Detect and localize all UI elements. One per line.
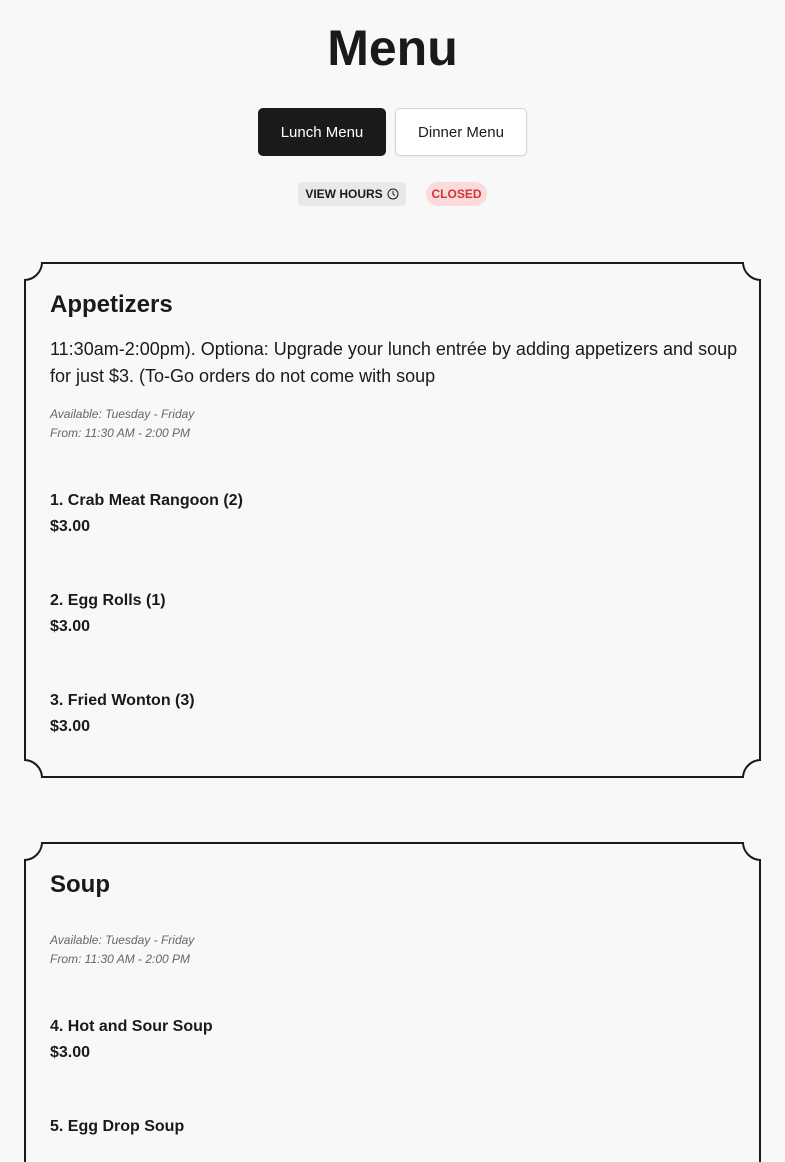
menu-item[interactable] [50, 1114, 184, 1140]
menu-item-price: $3.00 [50, 518, 91, 535]
availability-days: Available: Tuesday - Friday [50, 933, 195, 947]
section-title: Soup [50, 871, 110, 898]
menu-item-name: 5. Egg Drop Soup [50, 1118, 185, 1135]
tab-lunch-menu[interactable]: Lunch Menu [258, 108, 386, 156]
status-badge: CLOSED [426, 182, 487, 206]
menu-item-name: 4. Hot and Sour Soup [50, 1018, 213, 1035]
page-title: Menu [327, 20, 458, 76]
menu-item-price: $3.00 [50, 1044, 91, 1061]
clock-icon [387, 188, 399, 200]
menu-item-name: 1. Crab Meat Rangoon (2) [50, 492, 243, 509]
menu-item-name: 2. Egg Rolls (1) [50, 592, 166, 609]
menu-item-price: $3.00 [50, 618, 91, 635]
menu-tabs [0, 108, 785, 156]
menu-item[interactable] [50, 488, 243, 540]
availability-time: From: 11:30 AM - 2:00 PM [50, 426, 191, 440]
menu-item-price: $3.00 [50, 718, 91, 735]
menu-section-soup [24, 842, 761, 1138]
view-hours-label: VIEW HOURS [305, 187, 383, 201]
view-hours-button[interactable] [298, 182, 406, 206]
menu-item[interactable] [50, 1014, 213, 1066]
menu-item-name: 3. Fried Wonton (3) [50, 692, 195, 709]
section-title: Appetizers [50, 291, 173, 318]
menu-item[interactable] [50, 588, 166, 640]
tab-dinner-menu[interactable]: Dinner Menu [395, 108, 527, 156]
availability-days: Available: Tuesday - Friday [50, 407, 195, 421]
menu-item[interactable] [50, 688, 195, 740]
section-description: 11:30am-2:00pm). Optiona: Upgrade your lunch entrée by adding appetizers and soup for just $3. (To-Go orders do not come with soup [50, 339, 738, 386]
availability-time: From: 11:30 AM - 2:00 PM [50, 952, 191, 966]
menu-section-appetizers [24, 262, 761, 778]
